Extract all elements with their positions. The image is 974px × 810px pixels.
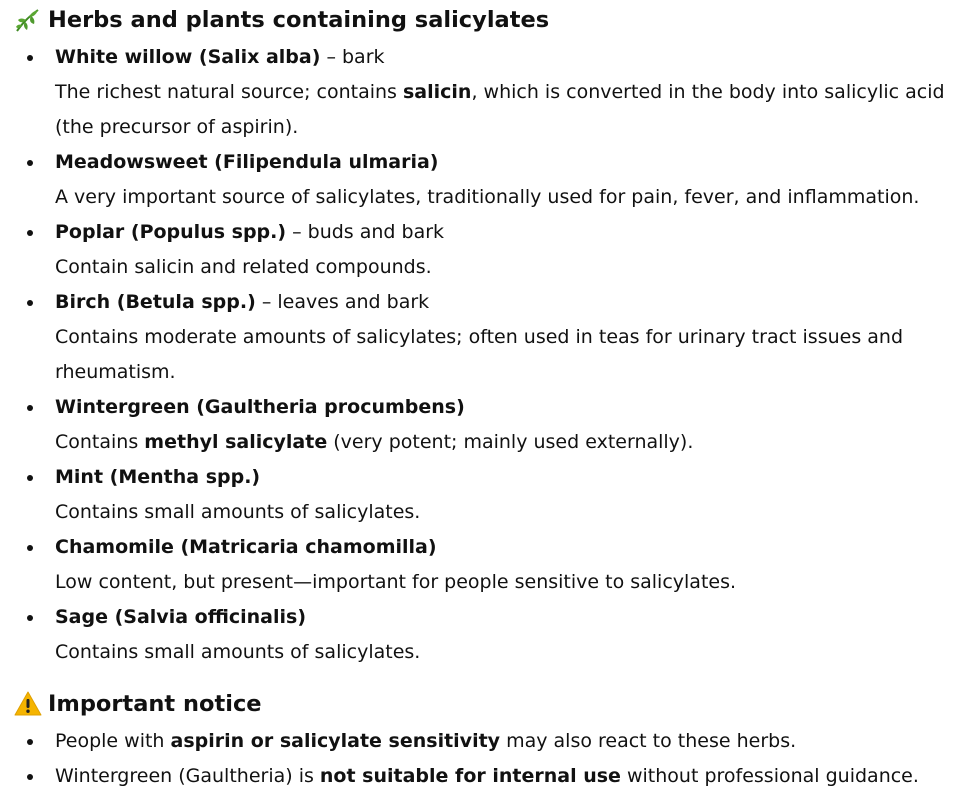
bullet-icon: [27, 774, 33, 780]
herbs-heading: [14, 2, 974, 38]
herb-name: Wintergreen (Gaultheria procumbens): [55, 396, 465, 418]
herb-description: Contain salicin and related compounds.: [55, 256, 432, 278]
list-item: [14, 40, 974, 145]
bullet-icon: [27, 475, 33, 481]
list-item: [14, 285, 974, 390]
herb-description: The richest natural source; contains salicin, which is converted in the body into salicylic acid (the precursor of aspirin).: [55, 81, 945, 138]
herb-name: White willow (Salix alba): [55, 46, 321, 68]
list-item: [14, 460, 974, 530]
herbs-list: [14, 40, 974, 670]
bullet-icon: [27, 615, 33, 621]
bullet-icon: [27, 160, 33, 166]
herb-description: Contains moderate amounts of salicylates; often used in teas for urinary tract issues and rheumatism.: [55, 326, 904, 383]
herb-name: Poplar (Populus spp.): [55, 221, 287, 243]
list-item: People with aspirin or salicylate sensitivity may also react to these herbs.: [14, 724, 974, 759]
list-item: [14, 215, 974, 285]
herb-name: Chamomile (Matricaria chamomilla): [55, 536, 437, 558]
herb-part: – leaves and bark: [255, 291, 430, 313]
herb-description: Contains small amounts of salicylates.: [55, 501, 421, 523]
bullet-icon: [27, 230, 33, 236]
herb-name: Sage (Salvia officinalis): [55, 606, 307, 628]
bullet-icon: [27, 55, 33, 61]
bullet-icon: [27, 405, 33, 411]
notice-heading-text: Important notice: [48, 691, 262, 717]
list-item: [14, 390, 974, 460]
herb-name: Mint (Mentha spp.): [55, 466, 261, 488]
herb-name: Birch (Betula spp.): [55, 291, 256, 313]
herb-description: Contains small amounts of salicylates.: [55, 641, 421, 663]
notice-list: [14, 724, 974, 794]
herbs-heading-text: Herbs and plants containing salicylates: [48, 7, 550, 33]
herb-description: Low content, but present—important for people sensitive to salicylates.: [55, 571, 737, 593]
list-item: Wintergreen (Gaultheria) is not suitable for internal use without professional guidance.: [14, 759, 974, 794]
herb-leaf-icon: [14, 6, 42, 34]
herb-part: – bark: [320, 46, 385, 68]
bullet-icon: [27, 545, 33, 551]
notice-heading: [14, 686, 974, 722]
list-item: [14, 530, 974, 600]
bullet-icon: [27, 300, 33, 306]
list-item: [14, 145, 974, 215]
herb-part: – buds and bark: [286, 221, 445, 243]
herb-description: A very important source of salicylates, traditionally used for pain, fever, and inflammation.: [55, 186, 920, 208]
herb-description: Contains methyl salicylate (very potent; mainly used externally).: [55, 431, 694, 453]
herb-name: Meadowsweet (Filipendula ulmaria): [55, 151, 439, 173]
warning-icon: [14, 690, 42, 718]
list-item: [14, 600, 974, 670]
bullet-icon: [27, 739, 33, 745]
